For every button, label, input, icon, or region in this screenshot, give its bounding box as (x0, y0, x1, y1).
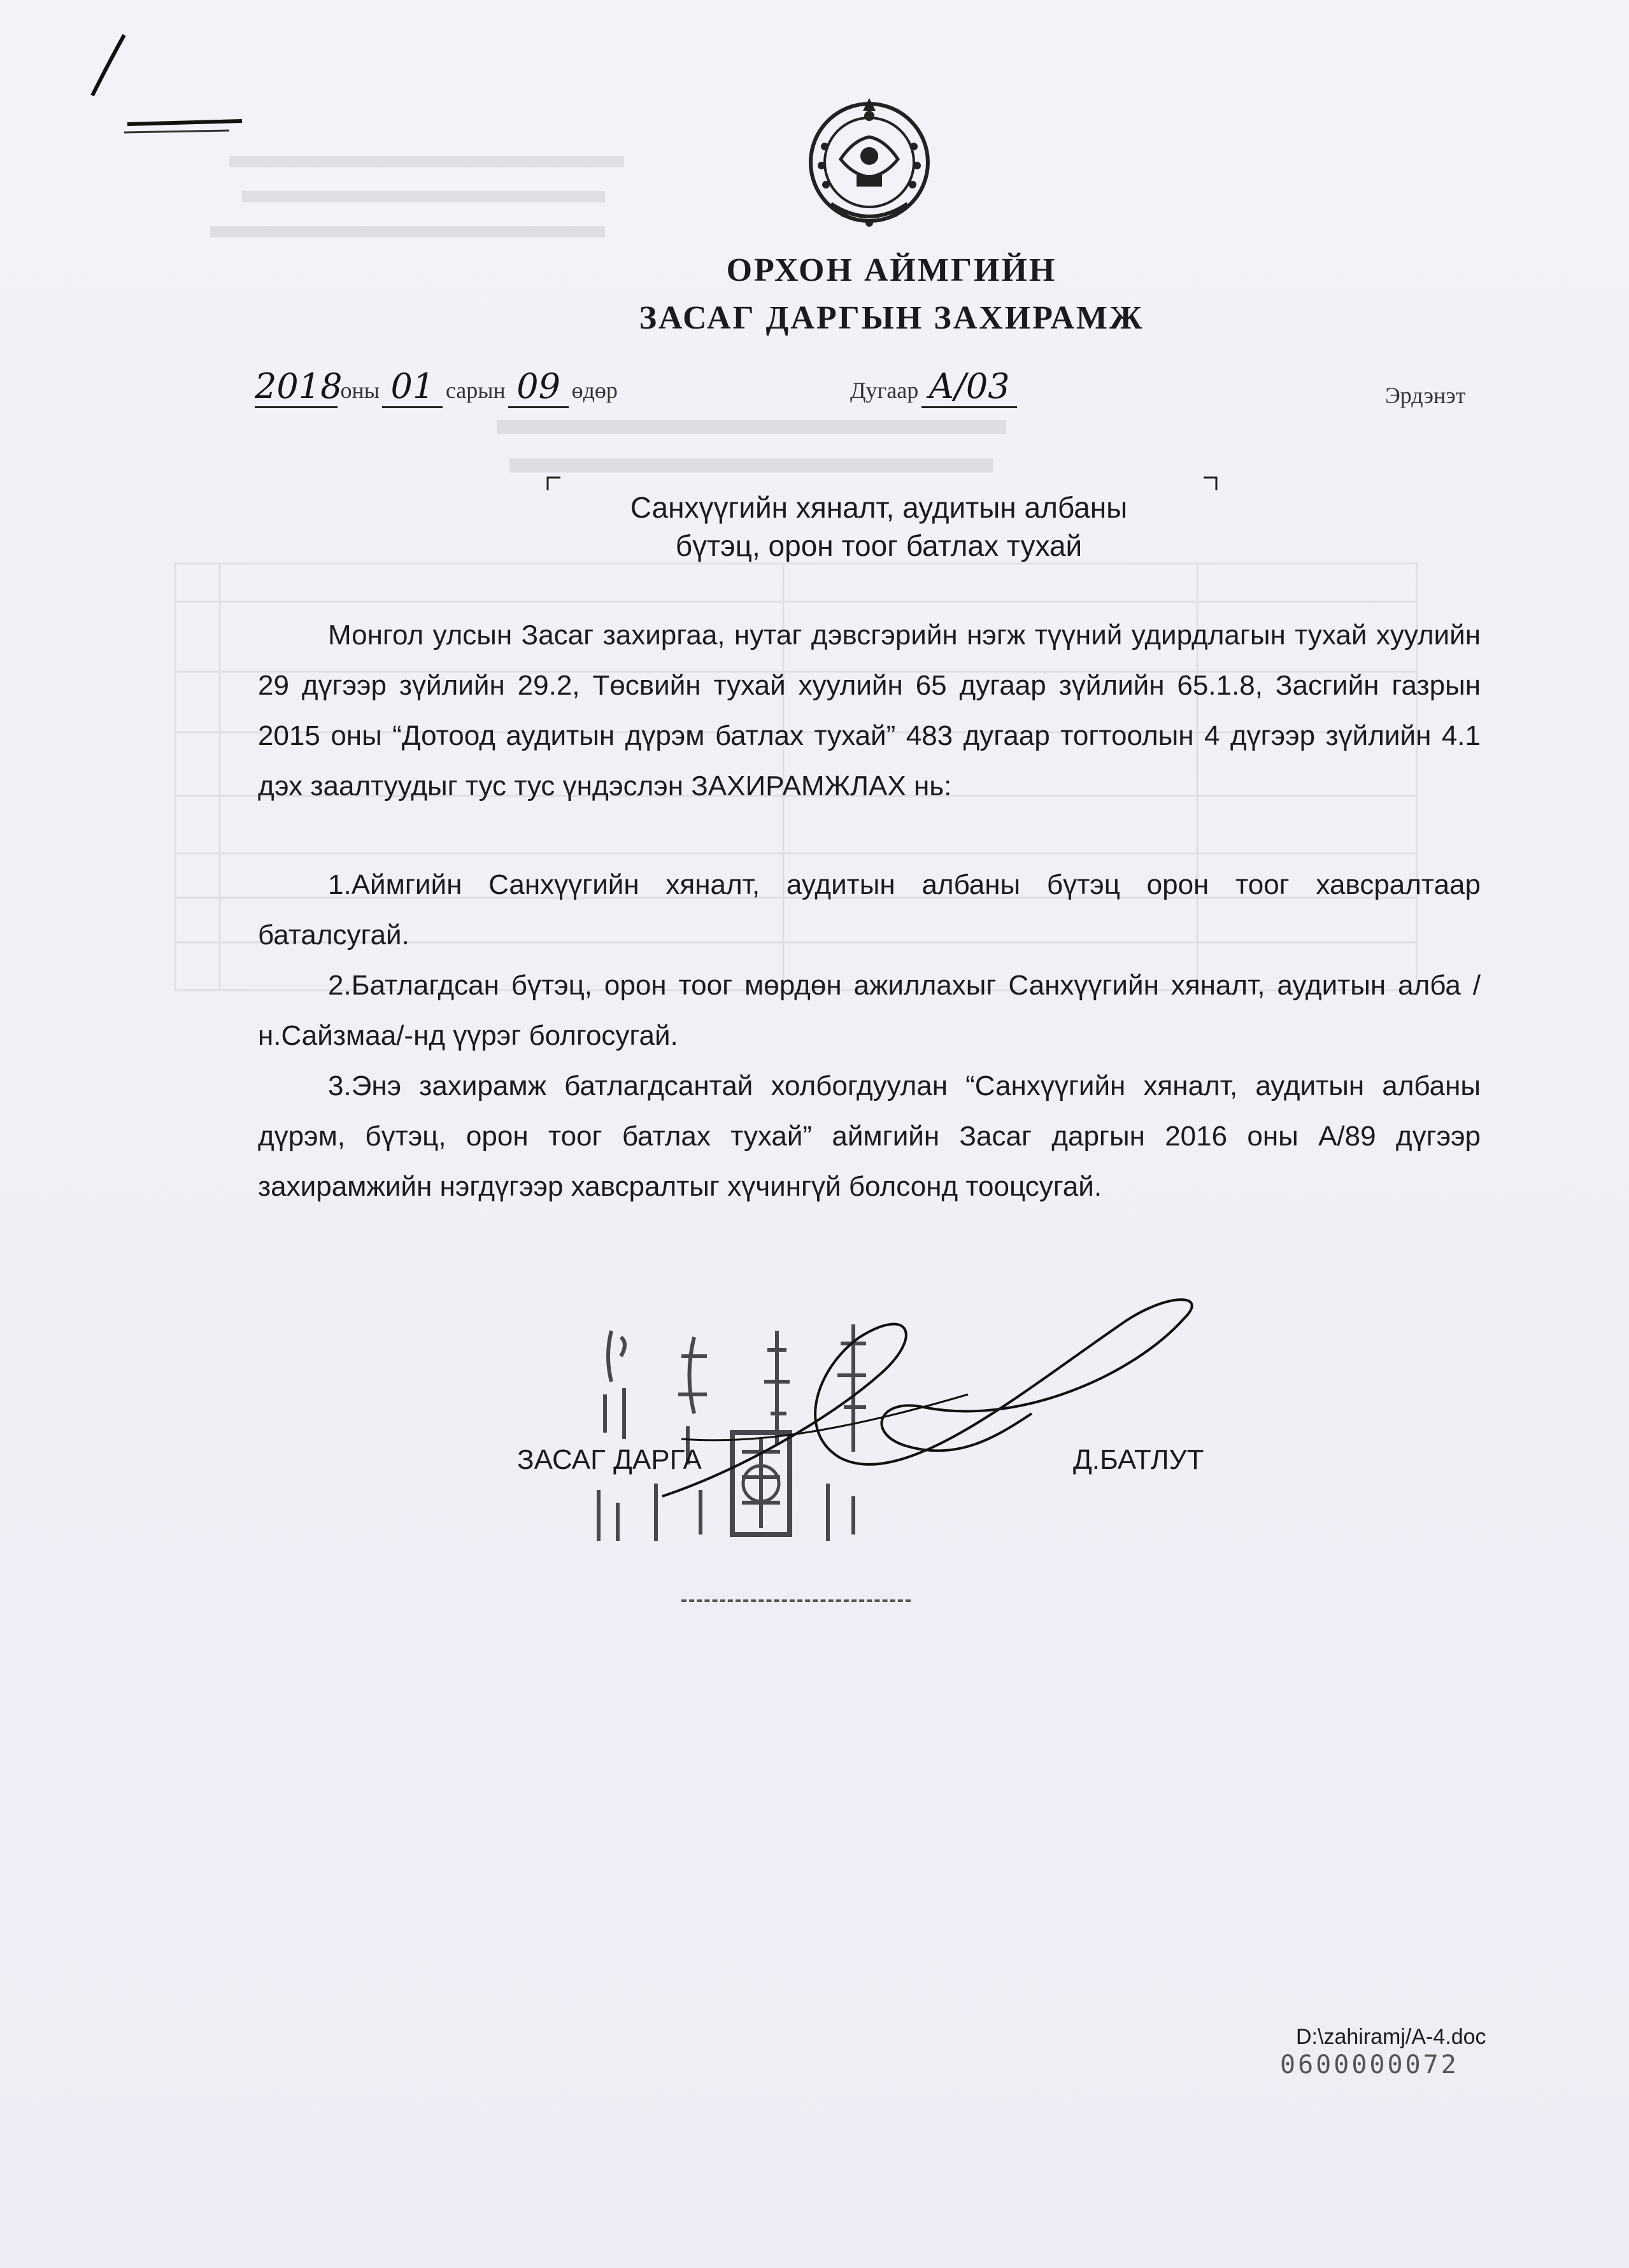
item-1-text: 1.Аймгийн Санхүүгийн хяналт, аудитын албаны бүтэц орон тоог хавсралтаар баталсугай. (258, 869, 1481, 951)
document-number: А/03 (921, 366, 1017, 408)
item-2-text: 2.Батлагдсан бүтэц, орон тоог мөрдөн ажиллахыг Санхүүгийн хяналт, аудитын алба /н.Сайзмаа/-нд үүрэг болгосугай. (258, 970, 1481, 1051)
item-3-text: 3.Энэ захирамж батлагдсантай холбогдуулан “Санхүүгийн хяналт, аудитын албаны дүрэм, бүтэц, орон тоог батлах тухай” аймгийн Засаг даргын 2016 оны А/89 дүгээр захирамжийн нэгдүгээр хавсралтыг хүчингүй болсонд тооцсугай. (258, 1070, 1481, 1202)
state-emblem-icon (806, 96, 933, 232)
item-3-paragraph (258, 1061, 1481, 1212)
date-day: 09 (508, 366, 569, 408)
item-2-paragraph (258, 960, 1481, 1061)
number-field (850, 366, 1017, 408)
date-month-suffix: сарын (445, 378, 506, 403)
date-year-suffix: оны (340, 378, 380, 403)
file-path: D:\zahiramj/A-4.doc (1296, 2025, 1486, 2049)
date-month: 01 (382, 366, 443, 408)
document-serial: 0600000072 (1280, 2050, 1459, 2080)
date-field (255, 366, 618, 408)
document-type-title: ЗАСАГ ДАРГЫН ЗАХИРАМЖ (639, 300, 1144, 336)
subject-line-1: Санхүүгийн хяналт, аудитын албаны (630, 491, 1128, 524)
organization-name: ОРХОН АЙМГИЙН (726, 252, 1057, 288)
city-name: Эрдэнэт (1385, 383, 1466, 408)
pen-marks (38, 19, 242, 153)
signatory-title: ЗАСАГ ДАРГА (517, 1444, 702, 1475)
number-label: Дугаар (850, 378, 919, 403)
date-year: 2018 (255, 366, 338, 408)
handwritten-signature (637, 1280, 1248, 1547)
signatory-name: Д.БАТЛУТ (1073, 1444, 1204, 1475)
date-day-suffix: өдөр (571, 378, 618, 403)
intro-paragraph (258, 610, 1481, 811)
subject-line-2: бүтэц, орон тоог батлах тухай (675, 529, 1083, 562)
intro-text: Монгол улсын Засаг захиргаа, нутаг дэвсгэрийн нэгж түүний удирдлагын тухай хуулийн 29 дүгээр зүйлийн 29.2, Төсвийн тухай хуулийн 65 дугаар зүйлийн 65.1.8, Засгийн газрын 2015 оны “Дотоод аудитын дүрэм батлах тухай” 483 дугаар тогтоолын 4 дүгээр зүйлийн 4.1 дэх заалтуудыг тус тус үндэслэн ЗАХИРАМЖЛАХ нь: (258, 620, 1481, 802)
stamp-underline (681, 1599, 911, 1602)
item-1-paragraph (258, 860, 1481, 960)
